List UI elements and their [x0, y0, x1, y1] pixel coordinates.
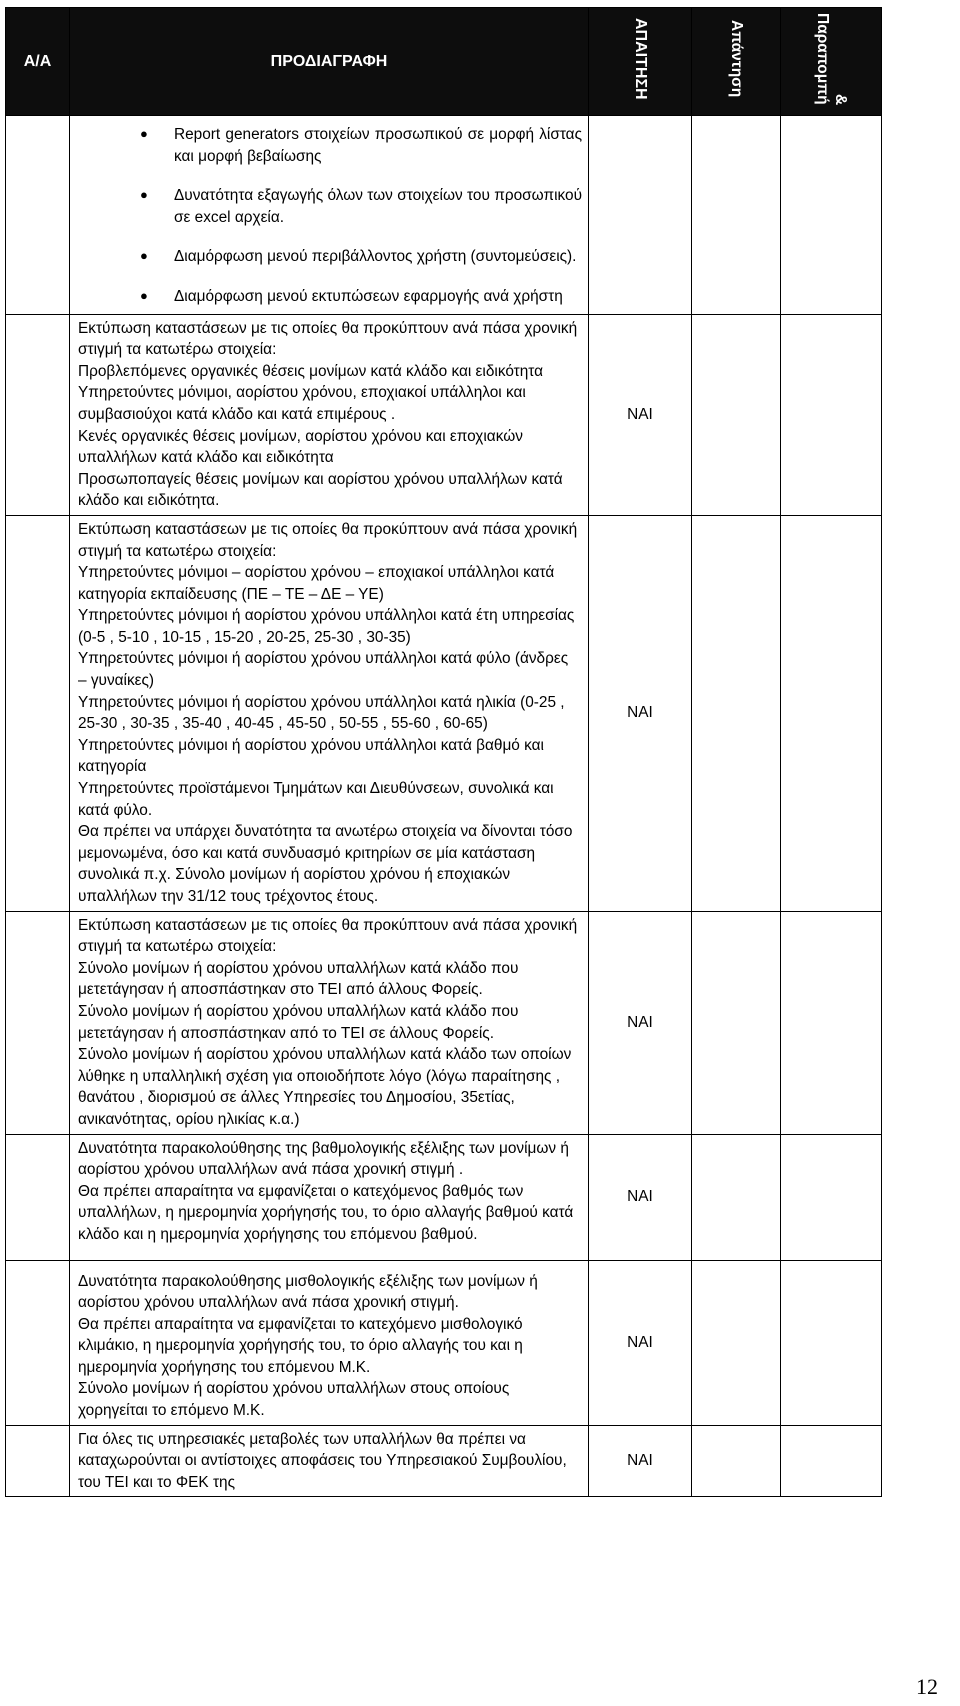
header-answer: Απάντηση [692, 8, 781, 116]
header-aa: Α/Α [6, 8, 70, 116]
bullet-item: ● Διαμόρφωση μενού εκτυπώσεων εφαρμογής ανά χρήστη [140, 287, 563, 305]
specification-table [5, 7, 882, 1497]
spec-row-5 [6, 1260, 882, 1425]
reference-cell [781, 1425, 882, 1497]
requirement-cell: ΝΑΙ [589, 1260, 692, 1425]
spec-line: Για όλες τις υπηρεσιακές μεταβολές των υπαλλήλων θα πρέπει να καταχωρούνται οι αντίστοιχες αποφάσεις του Υπηρεσιακού Συμβουλίου, του ΤΕΙ και το ΦΕΚ της [78, 1430, 567, 1491]
spec-line: Υπηρετούντες μόνιμοι – αορίστου χρόνου – εποχιακοί υπάλληλοι κατά κατηγορία εκπαίδευσης (ΠΕ – ΤΕ – ΔΕ – ΥΕ) [78, 564, 555, 603]
bullet-row [6, 116, 882, 315]
spec-line: Υπηρετούντες μόνιμοι, αορίστου χρόνου, εποχιακοί υπάλληλοι και συμβασιούχοι κατά κλάδο και κατά επιμέρους . [78, 384, 526, 423]
spec-row-6 [6, 1425, 882, 1497]
spec-line: Δυνατότητα παρακολούθησης της βαθμολογικής εξέλιξης των μονίμων ή αορίστου χρόνου υπαλλήλων ανά πάσα χρονική στιγμή . [78, 1139, 569, 1179]
answer-cell [692, 116, 781, 315]
header-reference-line1: Παραπομπή [814, 13, 831, 105]
spec-line: Δυνατότητα παρακολούθησης μισθολογικής εξέλιξης των μονίμων ή αορίστου χρόνου υπαλλήλων ανά πάσα χρονική στιγμή. [78, 1272, 538, 1312]
aa-cell [6, 1134, 70, 1260]
spec-line: Θα πρέπει απαραίτητα να εμφανίζεται το κατεχόμενο μισθολογικό κλιμάκιο, η ημερομηνία χορήγησής του, το όριο αλλαγής του και η ημερομηνία χορήγησης του επόμενου Μ.Κ. [78, 1315, 523, 1376]
spec-line: Εκτύπωση καταστάσεων με τις οποίες θα προκύπτουν ανά πάσα χρονική στιγμή τα κατωτέρω στοιχεία: [78, 319, 578, 359]
answer-cell [692, 1134, 781, 1260]
spec-row-1 [6, 314, 882, 515]
aa-cell [6, 515, 70, 911]
bullet-item: ● Δυνατότητα εξαγωγής όλων των στοιχείων του προσωπικού σε excel αρχεία. [140, 187, 582, 226]
aa-cell [6, 116, 70, 315]
answer-cell [692, 1260, 781, 1425]
answer-cell [692, 1425, 781, 1497]
bullet-icon: ● [140, 248, 148, 264]
spec-line: Σύνολο μονίμων ή αορίστου χρόνου υπαλλήλων κατά κλάδο που μετετάγησαν ή αποσπάστηκαν στο ΤΕΙ από άλλους Φορείς. [78, 959, 519, 999]
spec-row-3 [6, 911, 882, 1134]
spec-cell-bullets [70, 116, 589, 315]
spec-line: Θα πρέπει απαραίτητα να εμφανίζεται ο κατεχόμενος βαθμός των υπαλλήλων, η ημερομηνία χορήγησής του, το όριο αλλαγής βαθμού κατά κλάδο και η ημερομηνία χορήγησης του επόμενου βαθμού. [78, 1182, 574, 1243]
reference-cell [781, 1260, 882, 1425]
page-number: 12 [916, 1674, 938, 1699]
spec-cell [70, 1134, 589, 1260]
requirement-cell: ΝΑΙ [589, 1134, 692, 1260]
spec-cell [70, 515, 589, 911]
spec-row-4 [6, 1134, 882, 1260]
bullet-item: ● Διαμόρφωση μενού περιβάλλοντος χρήστη (συντομεύσεις). [140, 248, 577, 266]
aa-cell [6, 1260, 70, 1425]
spec-line: Σύνολο μονίμων ή αορίστου χρόνου υπαλλήλων στους οποίους χορηγείται το επόμενο Μ.Κ. [78, 1380, 510, 1420]
requirement-cell: ΝΑΙ [589, 1425, 692, 1497]
reference-cell [781, 911, 882, 1134]
spec-line: Υπηρετούντες μόνιμοι ή αορίστου χρόνου υπάλληλοι κατά ηλικία (0-25 , 25-30 , 30-35 , 35-40 , 40-45 , 45-50 , 50-55 , 55-60 , 60-65) [78, 693, 565, 733]
reference-cell [781, 515, 882, 911]
spec-line: Υπηρετούντες μόνιμοι ή αορίστου χρόνου υπάλληλοι κατά έτη υπηρεσίας (0-5 , 5-10 , 10-15 , 15-20 , 20-25, 25-30 , 30-35) [78, 607, 575, 646]
spec-line: Υπηρετούντες μόνιμοι ή αορίστου χρόνου υπάλληλοι κατά φύλο (άνδρες – γυναίκες) [78, 650, 569, 690]
header-reference-line2: & [832, 93, 849, 105]
spec-cell [70, 911, 589, 1134]
bullet-icon: ● [140, 187, 148, 203]
bullet-item: ● Report generators στοιχείων προσωπικού σε μορφή λίστας και μορφή βεβαίωσης [140, 126, 582, 165]
spec-line: Υπηρετούντες μόνιμοι ή αορίστου χρόνου υπάλληλοι κατά βαθμό και κατηγορία [78, 736, 544, 776]
answer-cell [692, 314, 781, 515]
spec-line: Εκτύπωση καταστάσεων με τις οποίες θα προκύπτουν ανά πάσα χρονική στιγμή τα κατωτέρω στοιχεία: [78, 520, 578, 560]
aa-cell [6, 314, 70, 515]
spec-line: Προβλεπόμενες οργανικές θέσεις μονίμων κατά κλάδο και ειδικότητα [78, 362, 544, 380]
requirement-cell: ΝΑΙ [589, 515, 692, 911]
spec-line: Υπηρετούντες προϊστάμενοι Τμημάτων και Διευθύνσεων, συνολικά και κατά φύλο. [78, 780, 554, 819]
spec-line: Σύνολο μονίμων ή αορίστου χρόνου υπαλλήλων κατά κλάδο των οποίων λύθηκε η υπαλληλική σχέση για οποιοδήποτε λόγο (λόγω παραίτησης , θανάτου , διορισμού σε άλλες Υπηρεσίες του Δημοσίου, 35ετίας, ανικανότητας, ορίου ηλικίας κ.α.) [78, 1046, 572, 1128]
spec-line: Κενές οργανικές θέσεις μονίμων, αορίστου χρόνου και εποχιακών υπαλλήλων κατά κλάδο και ειδικότητα [78, 427, 523, 467]
spec-line: Προσωποπαγείς θέσεις μονίμων και αορίστου χρόνου υπαλλήλων κατά κλάδο και ειδικότητα. [78, 470, 563, 510]
header-row [6, 8, 882, 116]
reference-cell [781, 314, 882, 515]
requirement-cell: ΝΑΙ [589, 911, 692, 1134]
requirement-cell: ΝΑΙ [589, 314, 692, 515]
spec-cell [70, 314, 589, 515]
spec-line: Θα πρέπει να υπάρχει δυνατότητα τα ανωτέρω στοιχεία να δίνονται τόσο μεμονωμένα, όσο και κατά συνδυασμό κριτηρίων σε μία κατάσταση συνολικά π.χ. Σύνολο μονίμων ή αορίστου χρόνου ή εποχιακών υπαλλήλων την 31/12 τους τρέχοντος έτους. [78, 823, 573, 905]
reference-cell [781, 116, 882, 315]
header-reference [781, 8, 882, 116]
requirement-cell [589, 116, 692, 315]
spec-cell [70, 1260, 589, 1425]
spec-line: Σύνολο μονίμων ή αορίστου χρόνου υπαλλήλων κατά κλάδο που μετετάγησαν ή αποσπάστηκαν από το ΤΕΙ σε άλλους Φορείς. [78, 1002, 519, 1042]
header-requirement: ΑΠΑΙΤΗΣΗ [589, 8, 692, 116]
aa-cell [6, 1425, 70, 1497]
bullet-list [70, 116, 588, 314]
bullet-icon: ● [140, 126, 148, 141]
reference-cell [781, 1134, 882, 1260]
aa-cell [6, 911, 70, 1134]
spec-row-2 [6, 515, 882, 911]
header-specification: ΠΡΟΔΙΑΓΡΑΦΗ [70, 8, 589, 116]
answer-cell [692, 515, 781, 911]
spec-cell [70, 1425, 589, 1497]
answer-cell [692, 911, 781, 1134]
spec-line: Εκτύπωση καταστάσεων με τις οποίες θα προκύπτουν ανά πάσα χρονική στιγμή τα κατωτέρω στοιχεία: [78, 916, 578, 956]
bullet-icon: ● [140, 287, 148, 303]
